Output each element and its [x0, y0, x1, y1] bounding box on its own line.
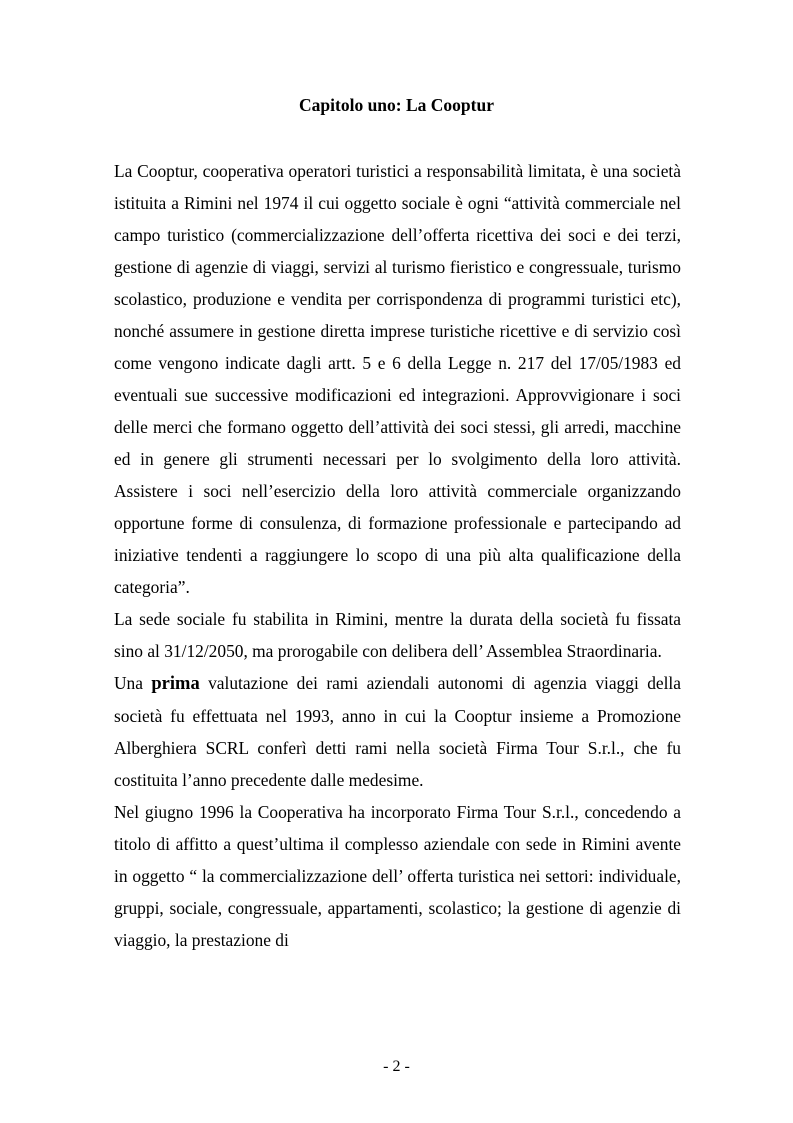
paragraph-4: Nel giugno 1996 la Cooperativa ha incorporato Firma Tour S.r.l., concedendo a titolo di affitto a quest’ultima il complesso aziendale con sede in Rimini avente in oggetto “ la commercializzazione dell’ offerta turistica nei settori: individuale, gruppi, sociale, congressuale, appartamenti, scolastico; la gestione di agenzie di viaggio, la prestazione di	[114, 802, 681, 950]
chapter-title: Capitolo uno: La Cooptur	[299, 95, 494, 115]
paragraph-3	[114, 667, 681, 796]
paragraph-2: La sede sociale fu stabilita in Rimini, mentre la durata della società fu fissata sino al 31/12/2050, ma prorogabile con delibera dell’ Assemblea Straordinaria.	[114, 609, 681, 661]
paragraph-3-rest: valutazione dei rami aziendali autonomi di agenzia viaggi della società fu effettuata nel 1993, anno in cui la Cooptur insieme a Promozione Alberghiera SCRL conferì detti rami nella società Firma Tour S.r.l., che fu costituita l’anno precedente dalle medesime.	[114, 673, 681, 790]
body-text	[114, 155, 681, 956]
emphasis-prima: prima	[151, 674, 200, 694]
paragraph-1: La Cooptur, cooperativa operatori turistici a responsabilità limitata, è una società istituita a Rimini nel 1974 il cui oggetto sociale è ogni “attività commerciale nel campo turistico (commercializzazione dell’offerta ricettiva dei soci e dei terzi, gestione di agenzie di viaggi, servizi al turismo fieristico e congressuale, turismo scolastico, produzione e vendita per corrispondenza di programmi turistici etc), nonché assumere in gestione diretta imprese turistiche ricettive e di servizio così come vengono indicate dagli artt. 5 e 6 della Legge n. 217 del 17/05/1983 ed eventuali sue successive modificazioni ed integrazioni. Approvvigionare i soci delle merci che formano oggetto dell’attività dei soci stessi, gli arredi, macchine ed in genere gli strumenti necessari per lo svolgimento della loro attività. Assistere i soci nell’esercizio della loro attività commerciale organizzando opportune forme di consulenza, di formazione professionale e partecipando ad iniziative tendenti a raggiungere lo scopo di una più alta qualificazione della categoria”.	[114, 161, 681, 597]
page-number: - 2 -	[383, 1058, 410, 1075]
paragraph-3-start: Una	[114, 673, 152, 693]
